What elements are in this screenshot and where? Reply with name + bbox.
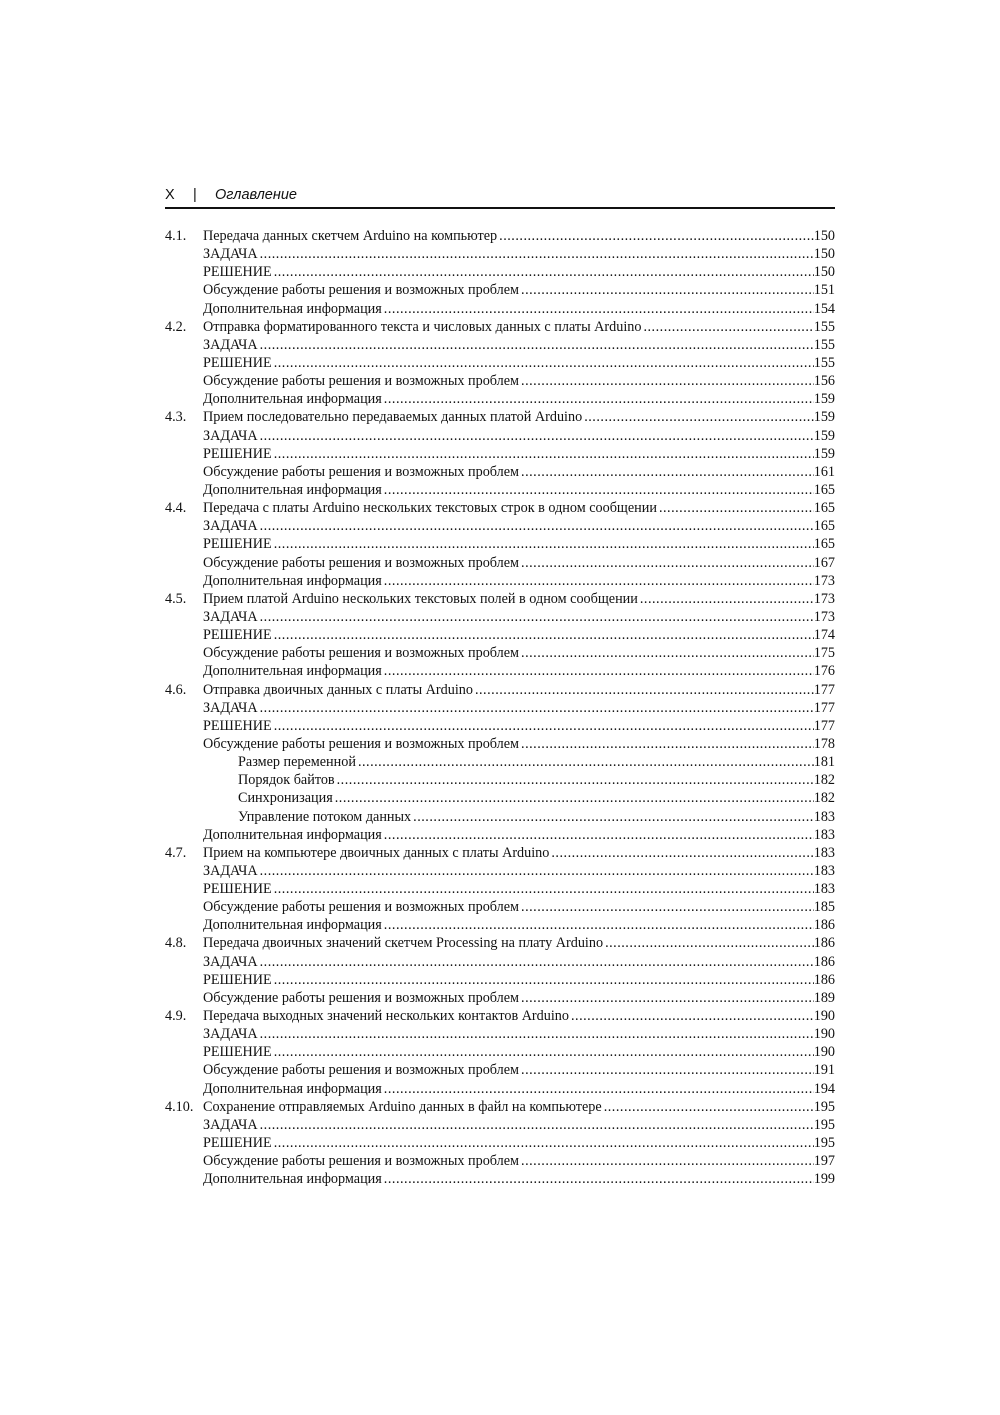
toc-subsubsection-entry (165, 789, 835, 807)
toc-dot-leader (272, 880, 814, 898)
toc-section-entry (165, 227, 835, 245)
toc-entry-page: 150 (813, 228, 835, 244)
toc-dot-leader (411, 808, 814, 826)
toc-entry-page: 165 (813, 500, 835, 517)
toc-dot-leader (569, 1007, 814, 1025)
toc-entry-number: 4.4. (165, 500, 187, 517)
toc-subsection-entry (165, 735, 835, 753)
toc-subsection-entry (165, 390, 835, 408)
toc-subsection-entry (165, 826, 835, 844)
toc-entry-line (203, 1007, 835, 1025)
toc-subsubsection-entry (165, 753, 835, 771)
toc-entry-title: Обсуждение работы решения и возможных проблем (203, 899, 520, 916)
toc-entry-line (203, 572, 835, 590)
toc-entry-line (203, 300, 835, 318)
toc-entry-page: 199 (813, 1171, 835, 1188)
toc-entry-title: РЕШЕНИЕ (203, 627, 272, 644)
toc-entry-title: Обсуждение работы решения и возможных проблем (203, 554, 520, 571)
toc-subsection-entry (165, 554, 835, 572)
toc-dot-leader (519, 554, 814, 572)
toc-dot-leader (382, 826, 814, 844)
toc-entry-page: 155 (813, 354, 835, 371)
toc-dot-leader (519, 281, 814, 299)
toc-subsubsection-entry (165, 771, 835, 789)
toc-entry-line (203, 626, 835, 644)
toc-entry-page: 186 (813, 953, 835, 970)
toc-entry-title: Дополнительная информация (203, 917, 382, 934)
toc-entry-title: Дополнительная информация (203, 1080, 382, 1097)
toc-section-entry (165, 499, 835, 517)
toc-entry-line (203, 608, 835, 626)
toc-subsection-entry (165, 644, 835, 662)
toc-section-entry (165, 590, 835, 608)
toc-entry-page: 183 (813, 826, 835, 843)
toc-entry-title: Передача выходных значений нескольких контактов Arduino (203, 1008, 569, 1025)
toc-entry-line (203, 934, 835, 952)
toc-entry-title: Обсуждение работы решения и возможных проблем (203, 282, 520, 299)
toc-entry-line (203, 898, 835, 916)
toc-subsection-entry (165, 427, 835, 445)
toc-entry-line (203, 1098, 835, 1116)
toc-entry-title: Дополнительная информация (203, 663, 382, 680)
toc-entry-line (203, 354, 835, 372)
toc-entry-page: 177 (813, 699, 835, 716)
toc-subsection-entry (165, 245, 835, 263)
toc-subsection-entry (165, 463, 835, 481)
toc-entry-line (203, 227, 835, 245)
toc-entry-line (203, 681, 835, 699)
toc-entry-title: Дополнительная информация (203, 391, 382, 408)
toc-subsection-entry (165, 445, 835, 463)
toc-subsection-entry (165, 626, 835, 644)
toc-entry-line (238, 771, 835, 789)
toc-dot-leader (258, 1116, 814, 1134)
toc-dot-leader (641, 318, 813, 336)
toc-subsection-entry (165, 281, 835, 299)
toc-dot-leader (603, 934, 814, 952)
toc-entry-title: Прием платой Arduino нескольких текстовых полей в одном сообщении (203, 590, 638, 607)
toc-entry-title: Обсуждение работы решения и возможных проблем (203, 1153, 520, 1170)
toc-entry-title: ЗАДАЧА (203, 608, 258, 625)
toc-entry-page: 181 (813, 754, 835, 771)
toc-entry-line (203, 481, 835, 499)
toc-subsection-entry (165, 608, 835, 626)
toc-entry-page: 150 (813, 246, 835, 263)
toc-entry-page: 183 (813, 844, 835, 861)
toc-entry-title: ЗАДАЧА (203, 953, 258, 970)
toc-entry-page: 167 (813, 554, 835, 571)
toc-subsection-entry (165, 717, 835, 735)
toc-dot-leader (258, 699, 814, 717)
toc-entry-title: ЗАДАЧА (203, 699, 258, 716)
toc-entry-title: Обсуждение работы решения и возможных проблем (203, 645, 520, 662)
toc-subsection-entry (165, 336, 835, 354)
toc-entry-line (203, 281, 835, 299)
toc-subsection-entry (165, 263, 835, 281)
toc-entry-page: 174 (813, 627, 835, 644)
toc-section-entry (165, 1007, 835, 1025)
toc-entry-number: 4.10. (165, 1098, 194, 1115)
toc-entry-line (203, 699, 835, 717)
toc-entry-line (203, 717, 835, 735)
toc-dot-leader (519, 1061, 814, 1079)
toc-dot-leader (519, 735, 814, 753)
toc-dot-leader (638, 590, 814, 608)
toc-entry-title: ЗАДАЧА (203, 1116, 258, 1133)
toc-entry-title: РЕШЕНИЕ (203, 536, 272, 553)
toc-entry-line (238, 808, 835, 826)
toc-entry-line (203, 390, 835, 408)
toc-entry-line (203, 862, 835, 880)
toc-entry-page: 165 (813, 518, 835, 535)
toc-entry-line (203, 1170, 835, 1188)
toc-dot-leader (272, 263, 814, 281)
toc-entry-page: 190 (813, 1026, 835, 1043)
toc-entry-line (203, 971, 835, 989)
toc-entry-title: Отправка двоичных данных с платы Arduino (203, 681, 473, 698)
toc-dot-leader (356, 753, 814, 771)
toc-entry-line (203, 554, 835, 572)
toc-section-entry (165, 934, 835, 952)
toc-dot-leader (382, 916, 814, 934)
toc-entry-page: 173 (813, 590, 835, 607)
toc-subsection-entry (165, 572, 835, 590)
toc-dot-leader (272, 626, 814, 644)
toc-entry-title: ЗАДАЧА (203, 246, 258, 263)
toc-section-entry (165, 1098, 835, 1116)
toc-subsection-entry (165, 354, 835, 372)
toc-entry-title: Дополнительная информация (203, 826, 382, 843)
toc-entry-line (203, 953, 835, 971)
toc-entry-line (203, 263, 835, 281)
toc-entry-line (203, 989, 835, 1007)
toc-dot-leader (258, 245, 814, 263)
toc-dot-leader (519, 463, 814, 481)
toc-entry-line (203, 1043, 835, 1061)
toc-entry-line (203, 1080, 835, 1098)
toc-entry-line (238, 753, 835, 771)
toc-entry-line (203, 844, 835, 862)
toc-entry-title: РЕШЕНИЕ (203, 354, 272, 371)
toc-entry-page: 185 (813, 899, 835, 916)
header-rule (165, 207, 835, 209)
toc-subsection-entry (165, 1025, 835, 1043)
header-separator: | (193, 187, 197, 203)
toc-subsection-entry (165, 517, 835, 535)
toc-entry-line (203, 1134, 835, 1152)
toc-subsection-entry (165, 862, 835, 880)
toc-dot-leader (258, 427, 814, 445)
toc-entry-title: Дополнительная информация (203, 481, 382, 498)
toc-entry-title: Размер переменной (238, 754, 356, 771)
toc-entry-title: Обсуждение работы решения и возможных проблем (203, 989, 520, 1006)
toc-entry-line (203, 336, 835, 354)
toc-dot-leader (272, 354, 814, 372)
toc-entry-page: 195 (813, 1098, 835, 1115)
toc-entry-page: 165 (813, 536, 835, 553)
header-section-title: Оглавление (215, 187, 297, 203)
toc-entry-title: Прием последовательно передаваемых данных платой Arduino (203, 409, 583, 426)
toc-entry-page: 183 (813, 881, 835, 898)
toc-dot-leader (258, 953, 814, 971)
toc-subsection-entry (165, 1116, 835, 1134)
toc-entry-title: Обсуждение работы решения и возможных проблем (203, 373, 520, 390)
toc-entry-page: 176 (813, 663, 835, 680)
toc-dot-leader (272, 445, 814, 463)
toc-entry-number: 4.2. (165, 318, 187, 335)
toc-entry-line (203, 499, 835, 517)
toc-entry-title: Дополнительная информация (203, 572, 382, 589)
toc-entry-page: 178 (813, 735, 835, 752)
toc-entry-page: 194 (813, 1080, 835, 1097)
toc-subsection-entry (165, 1170, 835, 1188)
toc-dot-leader (382, 1170, 814, 1188)
toc-entry-page: 159 (813, 409, 835, 426)
toc-entry-line (238, 789, 835, 807)
toc-entry-page: 173 (813, 572, 835, 589)
toc-subsection-entry (165, 535, 835, 553)
toc-dot-leader (272, 1134, 814, 1152)
toc-entry-page: 165 (813, 481, 835, 498)
toc-entry-page: 155 (813, 336, 835, 353)
toc-entry-page: 182 (813, 790, 835, 807)
toc-entry-page: 173 (813, 608, 835, 625)
toc-entry-title: Дополнительная информация (203, 1171, 382, 1188)
toc-dot-leader (519, 1152, 814, 1170)
toc-entry-title: Управление потоком данных (238, 808, 412, 825)
toc-entry-line (203, 318, 835, 336)
toc-subsection-entry (165, 971, 835, 989)
toc-entry-line (203, 408, 835, 426)
toc-entry-page: 183 (813, 808, 835, 825)
toc-dot-leader (582, 408, 814, 426)
toc-dot-leader (519, 898, 814, 916)
header-page-number: X (165, 187, 175, 203)
table-of-contents (165, 227, 835, 1188)
toc-dot-leader (382, 572, 814, 590)
toc-entry-number: 4.9. (165, 1008, 187, 1025)
toc-dot-leader (602, 1098, 814, 1116)
toc-entry-title: ЗАДАЧА (203, 862, 258, 879)
toc-dot-leader (382, 390, 814, 408)
toc-dot-leader (333, 789, 814, 807)
toc-entry-page: 186 (813, 935, 835, 952)
running-header (165, 186, 835, 205)
toc-subsection-entry (165, 372, 835, 390)
toc-subsection-entry (165, 1080, 835, 1098)
toc-dot-leader (258, 336, 814, 354)
toc-entry-line (203, 662, 835, 680)
toc-subsubsection-entry (165, 808, 835, 826)
toc-entry-line (203, 880, 835, 898)
toc-entry-line (203, 590, 835, 608)
toc-subsection-entry (165, 662, 835, 680)
toc-dot-leader (519, 644, 814, 662)
toc-entry-page: 197 (813, 1153, 835, 1170)
toc-entry-title: Прием на компьютере двоичных данных с платы Arduino (203, 844, 550, 861)
toc-dot-leader (258, 608, 814, 626)
toc-entry-page: 156 (813, 373, 835, 390)
toc-entry-title: РЕШЕНИЕ (203, 264, 272, 281)
toc-entry-title: Передача данных скетчем Arduino на компьютер (203, 228, 498, 244)
toc-entry-page: 154 (813, 300, 835, 317)
toc-entry-page: 190 (813, 1044, 835, 1061)
toc-dot-leader (473, 681, 814, 699)
toc-entry-page: 191 (813, 1062, 835, 1079)
toc-subsection-entry (165, 989, 835, 1007)
toc-entry-number: 4.6. (165, 681, 187, 698)
toc-entry-number: 4.3. (165, 409, 187, 426)
toc-entry-title: Дополнительная информация (203, 300, 382, 317)
toc-entry-page: 195 (813, 1135, 835, 1152)
toc-entry-line (203, 372, 835, 390)
toc-subsection-entry (165, 1134, 835, 1152)
toc-entry-line (203, 1116, 835, 1134)
toc-entry-title: РЕШЕНИЕ (203, 445, 272, 462)
toc-dot-leader (497, 227, 814, 245)
toc-entry-line (203, 1061, 835, 1079)
toc-dot-leader (382, 1080, 814, 1098)
toc-dot-leader (272, 1043, 814, 1061)
toc-entry-page: 189 (813, 989, 835, 1006)
toc-section-entry (165, 408, 835, 426)
toc-dot-leader (382, 662, 814, 680)
toc-dot-leader (258, 862, 814, 880)
toc-subsection-entry (165, 699, 835, 717)
toc-dot-leader (657, 499, 814, 517)
toc-entry-line (203, 735, 835, 753)
toc-entry-line (203, 245, 835, 263)
toc-dot-leader (272, 535, 814, 553)
toc-entry-line (203, 1152, 835, 1170)
toc-dot-leader (549, 844, 813, 862)
toc-entry-page: 161 (813, 463, 835, 480)
toc-entry-title: РЕШЕНИЕ (203, 971, 272, 988)
toc-entry-number: 4.7. (165, 844, 187, 861)
toc-entry-page: 177 (813, 681, 835, 698)
toc-entry-title: ЗАДАЧА (203, 427, 258, 444)
toc-section-entry (165, 681, 835, 699)
toc-entry-line (203, 1025, 835, 1043)
toc-entry-page: 175 (813, 645, 835, 662)
toc-entry-number: 4.5. (165, 590, 187, 607)
toc-entry-title: Передача двоичных значений скетчем Processing на плату Arduino (203, 935, 604, 952)
toc-entry-number: 4.8. (165, 935, 187, 952)
toc-entry-title: Порядок байтов (238, 772, 335, 789)
toc-entry-page: 177 (813, 717, 835, 734)
toc-entry-title: РЕШЕНИЕ (203, 717, 272, 734)
toc-subsection-entry (165, 916, 835, 934)
toc-subsection-entry (165, 898, 835, 916)
toc-dot-leader (382, 300, 814, 318)
toc-entry-page: 155 (813, 318, 835, 335)
toc-subsection-entry (165, 300, 835, 318)
toc-entry-title: Передача с платы Arduino нескольких текстовых строк в одном сообщении (203, 500, 657, 517)
toc-dot-leader (335, 771, 814, 789)
toc-entry-page: 159 (813, 445, 835, 462)
toc-entry-line (203, 445, 835, 463)
toc-entry-line (203, 826, 835, 844)
toc-entry-page: 186 (813, 971, 835, 988)
toc-entry-title: Отправка форматированного текста и числовых данных с платы Arduino (203, 318, 642, 335)
toc-section-entry (165, 318, 835, 336)
toc-entry-number: 4.1. (165, 228, 187, 244)
toc-subsection-entry (165, 1152, 835, 1170)
toc-entry-title: Обсуждение работы решения и возможных проблем (203, 463, 520, 480)
toc-entry-line (203, 916, 835, 934)
toc-entry-title: ЗАДАЧА (203, 518, 258, 535)
toc-entry-title: РЕШЕНИЕ (203, 1135, 272, 1152)
toc-entry-page: 186 (813, 917, 835, 934)
toc-entry-title: ЗАДАЧА (203, 336, 258, 353)
toc-entry-page: 190 (813, 1008, 835, 1025)
toc-entry-title: Обсуждение работы решения и возможных проблем (203, 1062, 520, 1079)
toc-dot-leader (272, 971, 814, 989)
toc-entry-page: 183 (813, 862, 835, 879)
toc-entry-title: Обсуждение работы решения и возможных проблем (203, 735, 520, 752)
toc-entry-page: 182 (813, 772, 835, 789)
toc-dot-leader (382, 481, 814, 499)
toc-entry-line (203, 517, 835, 535)
toc-entry-line (203, 535, 835, 553)
toc-subsection-entry (165, 481, 835, 499)
toc-dot-leader (272, 717, 814, 735)
toc-entry-line (203, 644, 835, 662)
toc-entry-page: 151 (813, 282, 835, 299)
toc-dot-leader (258, 1025, 814, 1043)
toc-entry-line (203, 427, 835, 445)
toc-dot-leader (519, 989, 814, 1007)
toc-entry-title: ЗАДАЧА (203, 1026, 258, 1043)
toc-subsection-entry (165, 1043, 835, 1061)
toc-entry-title: РЕШЕНИЕ (203, 881, 272, 898)
toc-entry-page: 150 (813, 264, 835, 281)
toc-entry-title: Синхронизация (238, 790, 333, 807)
toc-entry-title: РЕШЕНИЕ (203, 1044, 272, 1061)
toc-subsection-entry (165, 880, 835, 898)
toc-entry-page: 159 (813, 427, 835, 444)
toc-entry-page: 159 (813, 391, 835, 408)
toc-section-entry (165, 844, 835, 862)
toc-dot-leader (258, 517, 814, 535)
toc-entry-title: Сохранение отправляемых Arduino данных в файл на компьютере (203, 1098, 602, 1115)
toc-entry-page: 195 (813, 1116, 835, 1133)
toc-subsection-entry (165, 953, 835, 971)
toc-subsection-entry (165, 1061, 835, 1079)
toc-dot-leader (519, 372, 814, 390)
toc-entry-line (203, 463, 835, 481)
